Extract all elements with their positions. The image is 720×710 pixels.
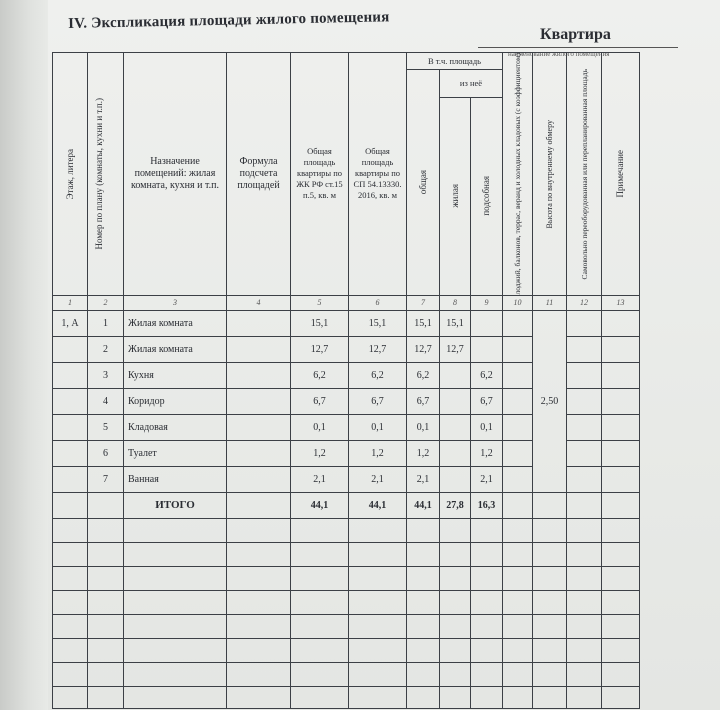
header-formula: Формула подсчета площадей (227, 53, 291, 296)
empty-row (53, 542, 640, 566)
header-note: Примечание (602, 53, 640, 296)
header-height: Высота по внутреннему обмеру (533, 53, 567, 296)
header-loggias: лоджий, балконов, террас, веранд и холодных кладовых (с коэффициентом) (503, 53, 533, 296)
header-auxiliary: подсобная (471, 97, 503, 295)
header-room-purpose: Назначение помещений: жилая комната, кухня и т.п. (124, 53, 227, 296)
column-number-row: 1 2 3 4 5 6 7 8 9 10 11 12 13 (53, 295, 640, 310)
ceiling-height: 2,50 (533, 310, 567, 492)
empty-row (53, 566, 640, 590)
document-title: IV. Экспликация площади жилого помещения (68, 9, 390, 32)
total-row: ИТОГО 44,1 44,1 44,1 27,8 16,3 (53, 492, 640, 518)
header-total-sp: Общая площадь квартиры по СП 54.13330. 2016, кв. м (349, 53, 407, 296)
header-plan-number: Номер по плану (комнаты, кухни и т.п.) (88, 53, 124, 296)
explication-table (52, 52, 640, 709)
empty-row (53, 614, 640, 638)
table-row: 1, А 1 Жилая комната 15,1 15,1 15,1 15,1 2,50 (53, 310, 640, 336)
apartment-caption: наименование жилого помещения (508, 50, 610, 58)
header-floor: Этаж, литера (53, 53, 88, 296)
header-common: общая (407, 70, 440, 296)
table-row: 4 Коридор 6,7 6,7 6,7 6,7 (53, 388, 640, 414)
apartment-type: Квартира (540, 26, 611, 43)
empty-row (53, 638, 640, 662)
apartment-underline (478, 47, 678, 48)
header-incl-area: В т.ч. площадь (407, 53, 503, 70)
page-binding-edge (0, 0, 48, 710)
header-total-zk: Общая площадь квартиры по ЖК РФ ст.15 п.5, кв. м (291, 53, 349, 296)
total-label: ИТОГО (124, 492, 227, 518)
empty-row (53, 686, 640, 708)
header-of-which: из неё (440, 70, 503, 98)
table-row: 5 Кладовая 0,1 0,1 0,1 0,1 (53, 414, 640, 440)
table-row: 6 Туалет 1,2 1,2 1,2 1,2 (53, 440, 640, 466)
header-living: жилая (440, 97, 471, 295)
empty-row (53, 518, 640, 542)
table-row: 3 Кухня 6,2 6,2 6,2 6,2 (53, 362, 640, 388)
empty-row (53, 662, 640, 686)
empty-row (53, 590, 640, 614)
table-row: 2 Жилая комната 12,7 12,7 12,7 12,7 (53, 336, 640, 362)
table-row: 7 Ванная 2,1 2,1 2,1 2,1 (53, 466, 640, 492)
header-unauthorized: Самовольно переоборудованная или перепланированная площадь (567, 53, 602, 296)
